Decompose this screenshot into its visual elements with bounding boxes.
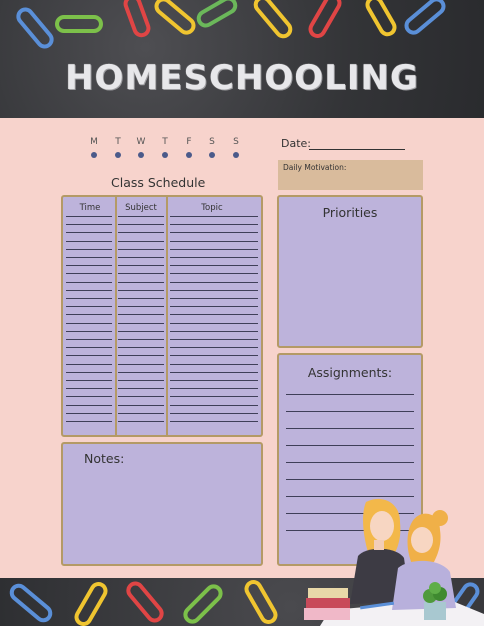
ruled-line xyxy=(66,339,112,340)
paperclip-icon xyxy=(365,0,397,37)
paperclip-icon xyxy=(253,0,293,39)
ruled-line xyxy=(170,421,258,422)
day-label: S xyxy=(209,137,215,147)
ruled-line xyxy=(286,428,414,429)
ruled-line xyxy=(170,405,258,406)
ruled-line xyxy=(286,479,414,480)
daily-motivation-field[interactable] xyxy=(278,160,423,190)
ruled-line xyxy=(170,388,258,389)
ruled-line xyxy=(66,241,112,242)
ruled-line xyxy=(118,421,164,422)
ruled-line xyxy=(118,249,164,250)
ruled-line xyxy=(118,224,164,225)
ruled-line xyxy=(118,232,164,233)
paperclip-icon xyxy=(404,0,447,36)
ruled-line xyxy=(66,282,112,283)
ruled-line xyxy=(170,347,258,348)
day-checkbox[interactable] xyxy=(115,152,121,158)
ruled-line xyxy=(118,380,164,381)
ruled-line xyxy=(170,241,258,242)
paperclip-icon xyxy=(74,581,108,626)
ruled-line xyxy=(170,249,258,250)
ruled-line xyxy=(170,298,258,299)
ruled-line xyxy=(66,314,112,315)
ruled-line xyxy=(66,232,112,233)
ruled-line xyxy=(118,282,164,283)
ruled-line xyxy=(170,380,258,381)
ruled-line xyxy=(66,290,112,291)
ruled-line xyxy=(66,273,112,274)
ruled-line xyxy=(66,413,112,414)
ruled-line xyxy=(286,411,414,412)
day-label: W xyxy=(136,137,146,147)
ruled-line xyxy=(118,396,164,397)
ruled-line xyxy=(118,257,164,258)
paperclip-icon xyxy=(15,7,54,50)
ruled-line xyxy=(170,413,258,414)
notes-title: Notes: xyxy=(84,451,125,466)
ruled-line xyxy=(118,290,164,291)
ruled-line xyxy=(170,364,258,365)
paperclip-icon xyxy=(244,579,278,624)
header-banner xyxy=(0,0,484,118)
ruled-line xyxy=(66,298,112,299)
ruled-line xyxy=(66,306,112,307)
paperclip-icon xyxy=(182,583,223,624)
ruled-line xyxy=(66,396,112,397)
ruled-line xyxy=(170,372,258,373)
ruled-line xyxy=(118,314,164,315)
priorities-title: Priorities xyxy=(322,205,378,220)
ruled-line xyxy=(118,372,164,373)
day-checkbox[interactable] xyxy=(209,152,215,158)
ruled-line xyxy=(66,388,112,389)
ruled-line xyxy=(118,306,164,307)
ruled-line xyxy=(118,265,164,266)
ruled-line xyxy=(170,224,258,225)
day-checkbox[interactable] xyxy=(186,152,192,158)
ruled-line xyxy=(118,364,164,365)
ruled-line xyxy=(118,388,164,389)
ruled-line xyxy=(286,445,414,446)
column-divider xyxy=(166,197,168,435)
paperclip-icon xyxy=(196,0,238,28)
ruled-line xyxy=(118,298,164,299)
ruled-line xyxy=(170,257,258,258)
ruled-line xyxy=(170,290,258,291)
day-checkbox[interactable] xyxy=(233,152,239,158)
daily-motivation-label: Daily Motivation: xyxy=(283,163,347,172)
ruled-line xyxy=(170,314,258,315)
ruled-line xyxy=(66,323,112,324)
ruled-line xyxy=(66,331,112,332)
ruled-line xyxy=(66,364,112,365)
day-checkbox[interactable] xyxy=(138,152,144,158)
ruled-line xyxy=(170,396,258,397)
ruled-line xyxy=(118,273,164,274)
ruled-line xyxy=(170,355,258,356)
ruled-line xyxy=(118,323,164,324)
ruled-line xyxy=(170,282,258,283)
ruled-line xyxy=(170,306,258,307)
ruled-line xyxy=(66,224,112,225)
column-header-topic: Topic xyxy=(201,203,223,213)
ruled-line xyxy=(66,355,112,356)
column-header-time: Time xyxy=(79,203,101,213)
ruled-line xyxy=(118,241,164,242)
ruled-line xyxy=(118,355,164,356)
ruled-line xyxy=(170,232,258,233)
paperclip-icon xyxy=(125,581,164,624)
day-label: F xyxy=(186,137,192,147)
ruled-line xyxy=(118,216,164,217)
date-label: Date: xyxy=(281,137,311,150)
ruled-line xyxy=(66,249,112,250)
ruled-line xyxy=(286,462,414,463)
paperclip-icon xyxy=(124,0,151,37)
ruled-line xyxy=(170,339,258,340)
page-title: HOMESCHOOLING xyxy=(65,58,419,98)
ruled-line xyxy=(66,265,112,266)
day-checkbox[interactable] xyxy=(91,152,97,158)
paperclip-icon xyxy=(308,0,342,39)
illustration-girls xyxy=(300,492,484,626)
ruled-line xyxy=(66,216,112,217)
ruled-line xyxy=(66,380,112,381)
paperclip-icon xyxy=(154,0,197,36)
ruled-line xyxy=(66,257,112,258)
ruled-line xyxy=(170,216,258,217)
ruled-line xyxy=(118,339,164,340)
day-label: T xyxy=(115,137,121,147)
paperclip-icon xyxy=(9,583,53,623)
ruled-line xyxy=(170,265,258,266)
ruled-line xyxy=(118,405,164,406)
ruled-line xyxy=(66,372,112,373)
column-header-subject: Subject xyxy=(125,203,157,213)
column-divider xyxy=(115,197,117,435)
ruled-line xyxy=(118,347,164,348)
day-label: S xyxy=(233,137,239,147)
ruled-line xyxy=(286,394,414,395)
ruled-line xyxy=(66,347,112,348)
assignments-title: Assignments: xyxy=(307,365,393,380)
paperclip-icon xyxy=(57,17,101,31)
day-checkbox[interactable] xyxy=(162,152,168,158)
day-label: T xyxy=(162,137,168,147)
ruled-line xyxy=(170,323,258,324)
books-icon xyxy=(304,588,350,620)
date-field[interactable] xyxy=(309,149,405,150)
class-schedule-table xyxy=(61,195,263,437)
ruled-line xyxy=(118,413,164,414)
ruled-line xyxy=(170,331,258,332)
ruled-line xyxy=(170,273,258,274)
ruled-line xyxy=(66,405,112,406)
ruled-line xyxy=(118,331,164,332)
ruled-line xyxy=(66,421,112,422)
class-schedule-title: Class Schedule xyxy=(111,175,206,190)
day-label: M xyxy=(90,137,98,147)
